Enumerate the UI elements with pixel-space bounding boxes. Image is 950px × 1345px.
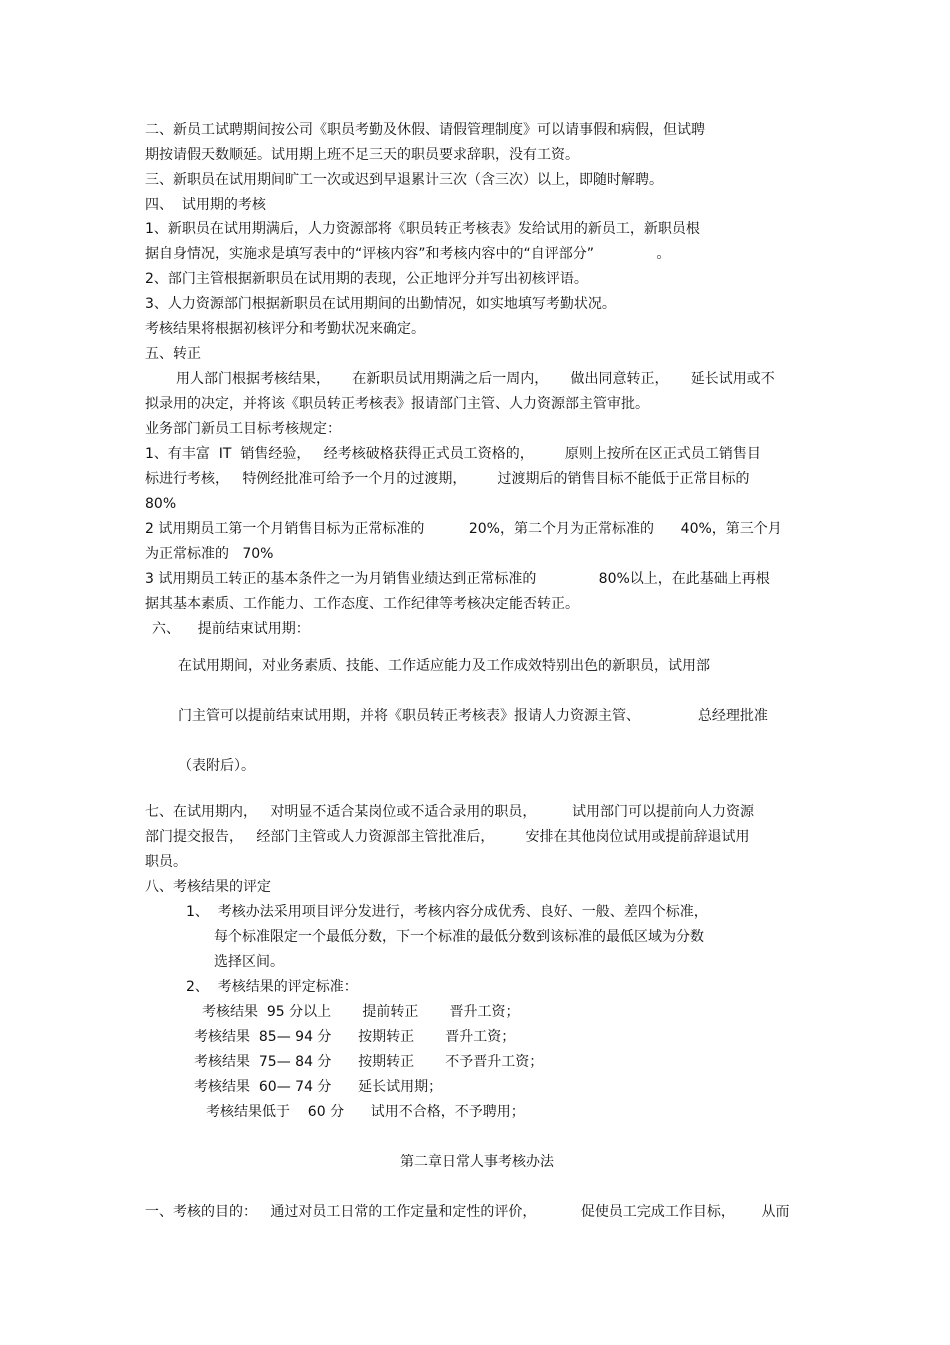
text-line: 期按请假天数顺延。试用期上班不足三天的职员要求辞职，没有工资。: [145, 147, 579, 163]
text-line: 考核结果低于 60 分 试用不合格，不予聘用；: [206, 1104, 525, 1120]
text-line: 2、部门主管根据新职员在试用期的表现，公正地评分并写出初核评语。: [145, 271, 588, 287]
text-line: 一、考核的目的： 通过对员工日常的工作定量和定性的评价， 促使员工完成工作目标， 从而: [145, 1204, 790, 1220]
text-line: 在试用期间，对业务素质、技能、工作适应能力及工作成效特别出色的新职员，试用部: [178, 658, 710, 674]
section-heading: 八、考核结果的评定: [145, 879, 271, 895]
text-line: 1、新职员在试用期满后，人力资源部将《职员转正考核表》发给试用的新员工，新职员根: [145, 221, 700, 237]
text-line: 职员。: [145, 854, 187, 870]
section-heading: 六、 提前结束试用期：: [152, 621, 310, 637]
section-heading: 四、 试用期的考核: [145, 197, 266, 213]
text-line: 七、在试用期内， 对明显不适合某岗位或不适合录用的职员， 试用部门可以提前向人力资源: [145, 804, 754, 820]
text-line: 业务部门新员工目标考核规定：: [145, 421, 341, 437]
text-line: 3 试用期员工转正的基本条件之一为月销售业绩达到正常标准的 80%以上，在此基础上再根: [145, 571, 770, 587]
text-line: 二、新员工试聘期间按公司《职员考勤及休假、请假管理制度》可以请事假和病假，但试聘: [145, 122, 705, 138]
text-line: 3、人力资源部门根据新职员在试用期间的出勤情况，如实地填写考勤状况。: [145, 296, 616, 312]
text-line: 考核结果 95 分以上 提前转正 晋升工资；: [202, 1004, 520, 1020]
text-line: 据其基本素质、工作能力、工作态度、工作纪律等考核决定能否转正。: [145, 596, 579, 612]
text-line: 考核结果 75— 84 分 按期转正 不予晋升工资；: [194, 1054, 544, 1070]
text-line: 1、 考核办法采用项目评分发进行，考核内容分成优秀、良好、一般、差四个标准，: [186, 904, 708, 920]
text-line: 考核结果 60— 74 分 延长试用期；: [194, 1079, 443, 1095]
text-line: 2、 考核结果的评定标准：: [186, 979, 358, 995]
text-line: 拟录用的决定，并将该《职员转正考核表》报请部门主管、人力资源部主管审批。: [145, 396, 649, 412]
text-line: 每个标准限定一个最低分数，下一个标准的最低分数到该标准的最低区域为分数: [214, 929, 704, 945]
text-line: （表附后）。: [178, 758, 255, 774]
text-line: 用人部门根据考核结果， 在新职员试用期满之后一周内， 做出同意转正， 延长试用或不: [176, 371, 775, 387]
text-line: 1、有丰富 IT 销售经验， 经考核破格获得正式员工资格的， 原则上按所在区正式员工销售目: [145, 446, 761, 462]
text-line: 2 试用期员工第一个月销售目标为正常标准的 20%，第二个月为正常标准的 40%，第三个月: [145, 521, 782, 537]
text-line: 考核结果将根据初核评分和考勤状况来确定。: [145, 321, 425, 337]
text-line: 选择区间。: [214, 954, 284, 970]
text-line: 据自身情况，实施求是填写表中的“评核内容”和考核内容中的“自评部分” 。: [145, 246, 671, 262]
text-line: 为正常标准的 70%: [145, 546, 274, 562]
section-heading: 五、转正: [145, 346, 201, 362]
chapter-title: 第二章日常人事考核办法: [400, 1154, 554, 1170]
text-line: 80%: [145, 496, 177, 512]
text-line: 门主管可以提前结束试用期，并将《职员转正考核表》报请人力资源主管、 总经理批准: [178, 708, 768, 724]
text-line: 三、新职员在试用期间旷工一次或迟到早退累计三次（含三次）以上，即随时解聘。: [145, 172, 663, 188]
text-line: 考核结果 85— 94 分 按期转正 晋升工资；: [194, 1029, 516, 1045]
text-line: 部门提交报告， 经部门主管或人力资源部主管批准后， 安排在其他岗位试用或提前辞退试用: [145, 829, 750, 845]
text-line: 标进行考核， 特例经批准可给予一个月的过渡期， 过渡期后的销售目标不能低于正常目标的: [145, 471, 750, 487]
